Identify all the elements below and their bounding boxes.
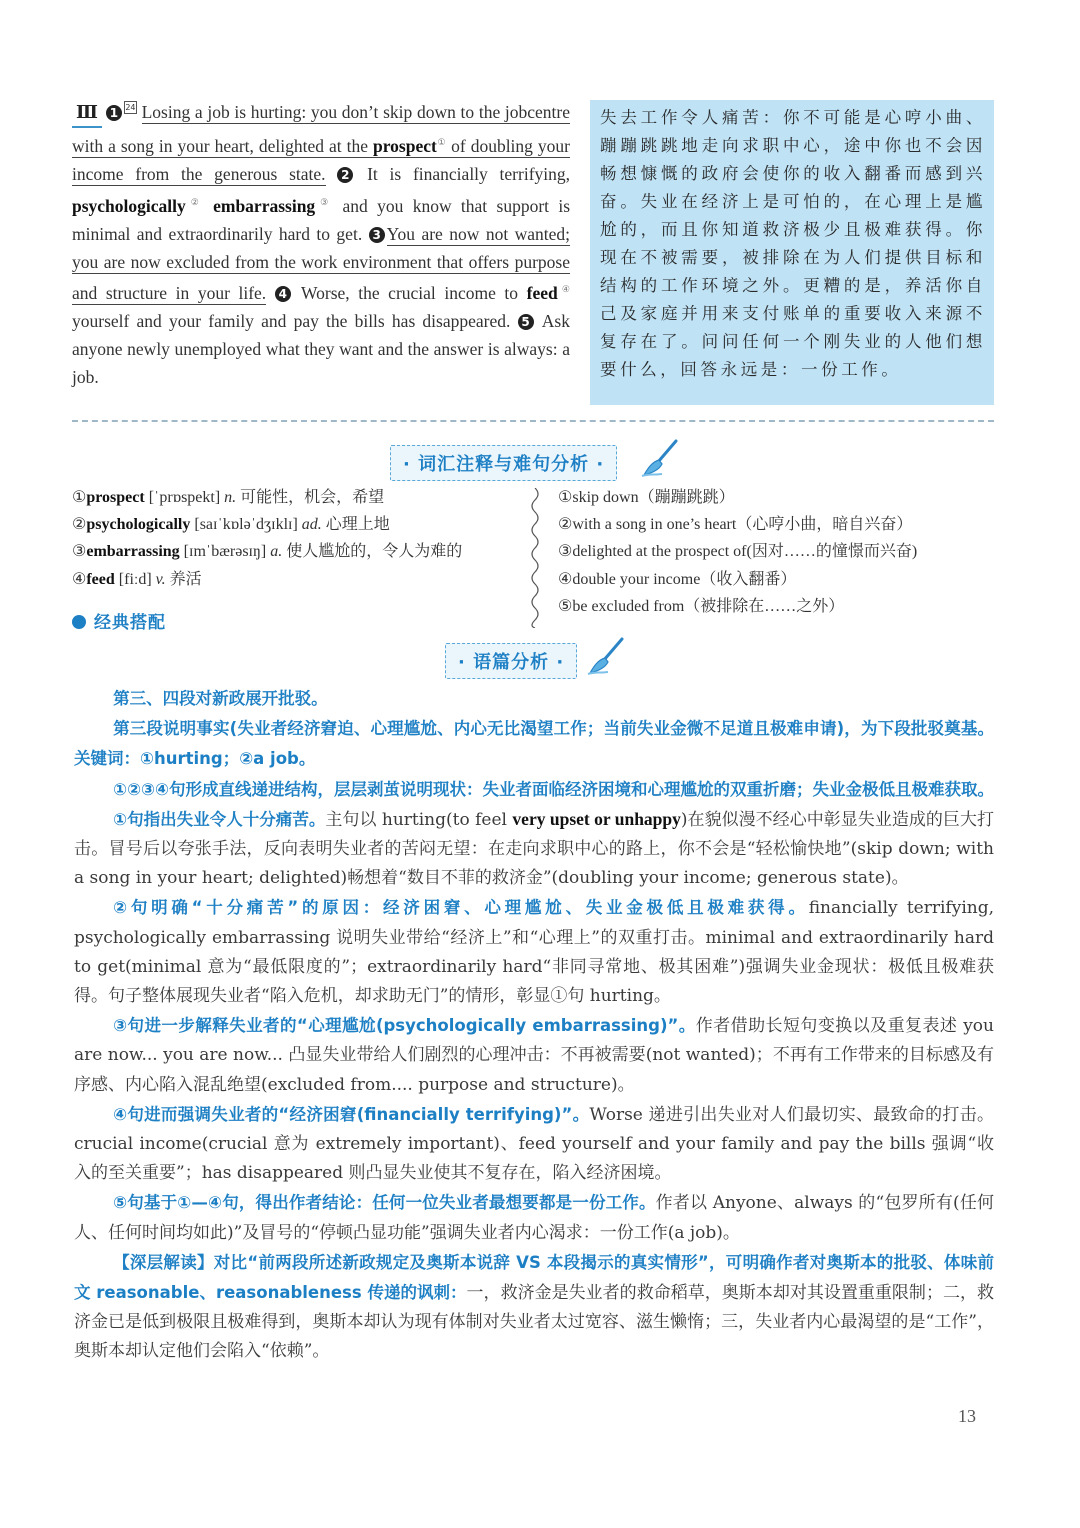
analysis-paragraph: ①句指出失业令人十分痛苦。主句以 hurting(to feel very upset or unhappy)在貌似漫不经心中彰显失业造成的巨大打击。冒号后以夸张手法，反向表明失业者的苦闷无望：在走向求职中心的路上，你不会是“轻松愉快地”(skip down; with a song in your heart; delighted)畅想着“数目不菲的救济金”(doubling your income; generous state)。 [74, 808, 994, 889]
sentence-4: Worse, the crucial income to feed④ yourself and your family and pay the bills has disappeared. [72, 283, 570, 332]
sentence-3: You are now not wanted; you are now excluded from the work environment that offers purpose and structure in your life. [72, 223, 571, 304]
sentence-number-5: 5 [518, 314, 534, 330]
section-divider [72, 420, 994, 422]
sentence-number-3: 3 [369, 227, 385, 243]
sentence-number-2: 2 [337, 167, 353, 183]
classic-collocation-label: 经典搭配 [72, 608, 166, 633]
translation-box: 失去工作令人痛苦：你不可能是心哼小曲、蹦蹦跳跳地走向求职中心，途中你也不会因畅想慷慨的政府会使你的收入翻番而感到兴奋。失业在经济上是可怕的，在心理上是尴尬的，而且你知道救济极少且极难获得。你现在不被需要，被排除在为人们提供目标和结构的工作环境之外。更糟的是，养活你自己及家庭并用来支付账单的重要收入来源不复存在了。问问任何一个刚失业的人他们想要什么，回答永远是：一份工作。 [590, 100, 994, 405]
vocab-item: ④feed [fiːd] v. 养活 [72, 570, 202, 588]
page-number: 13 [958, 1406, 976, 1426]
english-passage [72, 98, 570, 391]
deep-interpretation: 【深层解读】对比“前两段所述新政规定及奥斯本说辞 VS 本段揭示的真实情形”，可明确作者对奥斯本的批驳、体味前文 reasonable、reasonableness 传递的讽刺：一，救济金是失业者的救命稻草，奥斯本却对其设置重重限制；二，救济金已是低到极限且极难得到，奥斯本却认为现有体制对失业者太过宽容、滋生懒惰；三，失业者内心最渴望的是“工作”，奥斯本却认定他们会陷入“依赖”。 [74, 1252, 994, 1362]
analysis-paragraph: ⑤句基于①—④句，得出作者结论：任何一位失业者最想要都是一份工作。作者以 Anyone、always 的“包罗所有(任何人、任何时间均如此)”及冒号的“停顿凸显功能”强调失业者内心渴求：一份工作(a job)。 [74, 1193, 994, 1243]
analysis-paragraph: 第三、四段对新政展开批驳。 [113, 689, 328, 708]
sentence-1: Losing a job is hurting: you don’t skip down to the jobcentre with a song in your heart, delighted at the prospect① of doubling your income from the generous state. [72, 102, 570, 184]
analysis-paragraph: ③句进一步解释失业者的“心理尴尬(psychologically embarrassing)”。作者借助长短句变换以及重复表述 you are now... you are now... 凸显失业带给人们剧烈的心理冲击：不再被需要(not wanted)；不再有工作带来的目标感及有序感、内心陷入混乱绝望(excluded from.... purpose and structure)。 [74, 1016, 994, 1095]
collocation-item: ③delighted at the prospect of(因对……的憧憬而兴奋) [558, 543, 918, 561]
collocation-item: ④double your income（收入翻番） [558, 570, 797, 588]
analysis-paragraph: ④句进而强调失业者的“经济困窘(financially terrifying)”。Worse 递进引出失业对人们最切实、最致命的打击。crucial income(crucial 意为 extremely important)、feed yourself and your family and pay the bills 强调“收入的至关重要”；has disappeared 则凸显失业使其不复存在，陷入经济困境。 [74, 1104, 994, 1184]
collocation-item: ⑤be excluded from（被排除在……之外） [558, 597, 845, 615]
sentence-2: It is financially terrifying, psychologically② embarrassing③ and you know that support is minimal and extraordinarily hard to get. [72, 163, 571, 244]
sentence-number-1: 1 [106, 105, 122, 121]
analysis-paragraph: ①②③④句形成直线递进结构，层层剥茧说明现状：失业者面临经济困境和心理尴尬的双重折磨；失业金极低且极难获取。 [113, 779, 994, 799]
collocation-list [558, 484, 917, 620]
collocation-item: ①skip down（蹦蹦跳跳） [558, 489, 735, 506]
collocation-item: ②with a song in one’s heart（心哼小曲，暗自兴奋） [558, 516, 913, 534]
sentence-5: Ask anyone newly unemployed what they want and the answer is always: a job. [72, 311, 570, 388]
brush-icon [640, 438, 680, 478]
discourse-analysis [74, 684, 994, 1367]
vocab-list [72, 484, 462, 593]
question-ref-badge: 24 [125, 103, 136, 112]
zigzag-divider [528, 488, 542, 628]
vocab-section-header: · 词汇注释与难句分析 · [390, 445, 617, 481]
analysis-section-header: · 语篇分析 · [445, 643, 577, 679]
paragraph-number: Ⅲ [72, 98, 102, 128]
vocab-item: ③embarrassing [ɪmˈbærəsɪŋ] a. 使人尴尬的，令人为难的 [72, 543, 463, 561]
vocab-item: ②psychologically [saɪˈkɒləˈdʒɪklɪ] ad. 心理上地 [72, 516, 390, 534]
bullet-dot [72, 615, 86, 629]
analysis-paragraph: ②句明确“十分痛苦”的原因：经济困窘、心理尴尬、失业金极低且极难获得。financially terrifying, psychologically embarrassing 说明失业带给“经济上”和“心理上”的双重打击。minimal and extraordinarily hard to get(minimal 意为“最低限度的”；extraordinarily hard“非同寻常地、极其困难”)强调失业金现状：极低且极难获得。句子整体展现失业者“陷入危机，却求助无门”的情形，彰显①句 hurting。 [74, 898, 994, 1007]
analysis-paragraph: 第三段说明事实(失业者经济窘迫、心理尴尬、内心无比渴望工作；当前失业金微不足道且极难申请)，为下段批驳奠基。关键词：①hurting；②a job。 [74, 719, 994, 769]
brush-icon [586, 636, 626, 676]
vocab-item: ①prospect [ˈprɒspekt] n. 可能性，机会，希望 [72, 489, 385, 506]
sentence-number-4: 4 [275, 286, 291, 302]
